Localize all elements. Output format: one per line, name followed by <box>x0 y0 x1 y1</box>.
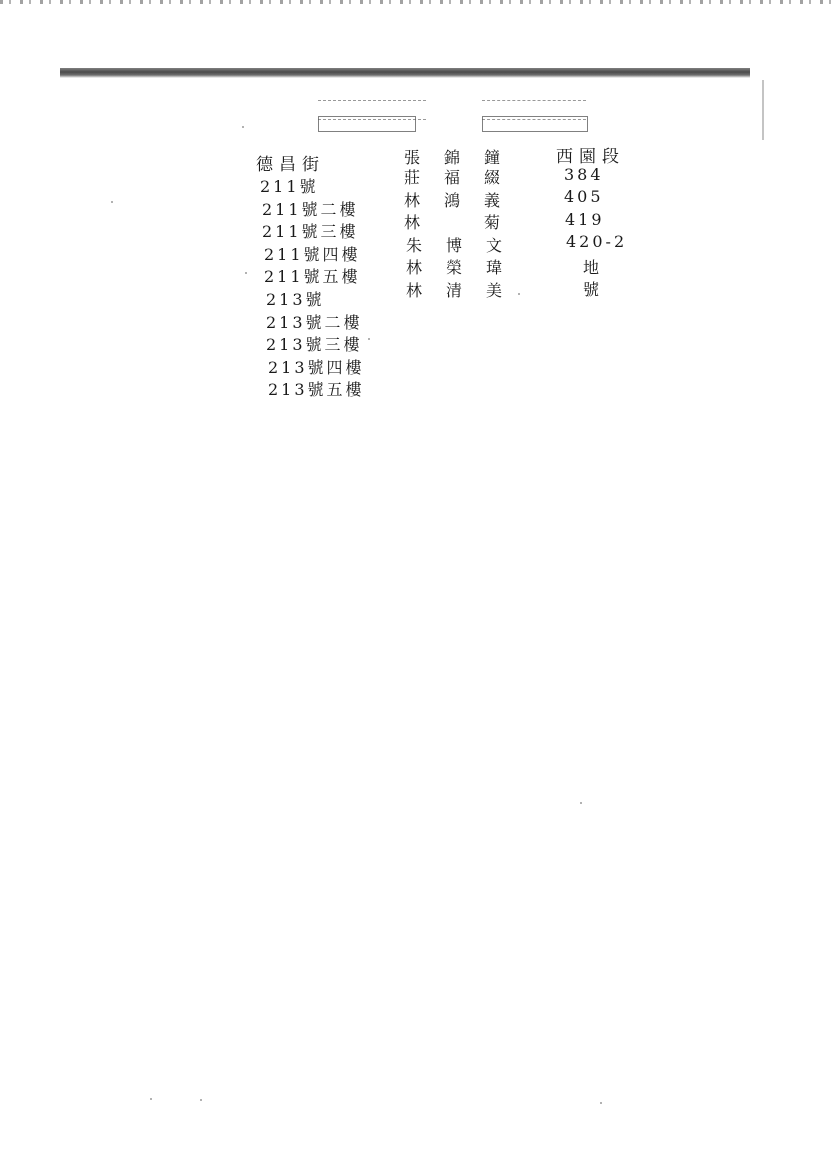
scan-page-edge <box>60 68 750 78</box>
lot-number: 405 <box>564 187 604 206</box>
scan-speck <box>200 1099 202 1101</box>
scan-speck <box>245 272 247 274</box>
address-item: 211號四樓 <box>264 245 361 264</box>
scan-speck <box>580 802 582 804</box>
street-heading: 德昌街 <box>256 155 325 175</box>
address-item: 211號三樓 <box>262 222 359 241</box>
address-item: 211號二樓 <box>262 200 359 219</box>
address-item: 211號 <box>260 177 319 196</box>
scan-speck <box>242 126 244 128</box>
owner-name: 林 清 美 <box>406 281 503 300</box>
lot-number: 419 <box>565 210 605 229</box>
owner-name: 林 榮 瑋 <box>406 258 503 277</box>
lot-number: 號 <box>583 280 603 299</box>
owner-name: 朱 博 文 <box>406 236 503 255</box>
owner-name: 張 錦 鐘 <box>404 148 501 167</box>
section-heading: 西園段 <box>556 147 625 167</box>
owner-name: 莊 福 綴 <box>404 168 501 187</box>
address-item: 213號三樓 <box>266 335 363 354</box>
faded-stamp-right-box <box>482 116 588 132</box>
scan-top-noise <box>0 0 832 4</box>
address-item: 213號 <box>266 290 325 309</box>
owner-name: 林 菊 <box>404 213 501 232</box>
scan-edge-mark <box>762 80 764 140</box>
lot-number: 420-2 <box>566 232 628 251</box>
scan-speck <box>518 293 520 295</box>
lot-number: 384 <box>564 165 604 184</box>
scan-speck <box>368 338 370 340</box>
scan-speck <box>600 1102 602 1104</box>
address-item: 211號五樓 <box>264 267 361 286</box>
faded-stamp-left-box <box>318 116 416 132</box>
scan-speck <box>150 1098 152 1100</box>
address-item: 213號二樓 <box>266 313 363 332</box>
address-item: 213號五樓 <box>268 380 365 399</box>
lot-number: 地 <box>583 258 603 277</box>
owner-name: 林 鴻 義 <box>404 191 501 210</box>
address-item: 213號四樓 <box>268 358 365 377</box>
scan-speck <box>111 201 113 203</box>
